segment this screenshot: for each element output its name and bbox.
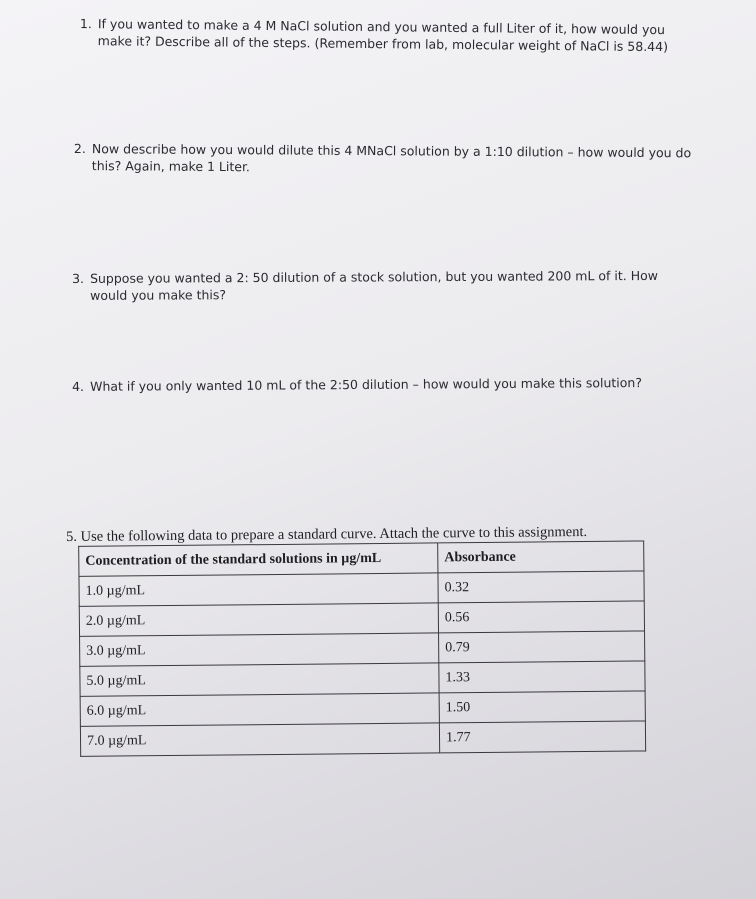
absorbance-cell: 1.33 [439,661,645,693]
question-number: 3. [72,270,85,286]
question-number: 2. [73,140,86,157]
concentration-cell: 5.0 µg/mL [80,663,439,696]
question-5 [66,522,658,757]
question-number: 4. [72,378,85,394]
table-row [80,721,645,756]
concentration-cell: 7.0 µg/mL [80,723,439,756]
absorbance-cell: 0.32 [438,571,644,603]
column-header-concentration: Concentration of the standard solutions in µg/mL [79,543,438,576]
question-text: If you wanted to make a 4 M NaCl solution and you wanted a full Liter of it, how would you make it? Describe all of the steps. (Remember from lab, molecular weight of NaCl is 58.44) [97,16,669,55]
question-1 [80,15,700,55]
absorbance-cell: 1.77 [439,721,645,753]
question-text: Suppose you wanted a 2: 50 dilution of a stock solution, but you wanted 200 mL of it. How would you make this? [90,267,659,303]
absorbance-cell: 1.50 [439,691,645,723]
concentration-cell: 6.0 µg/mL [80,693,439,726]
question-text: What if you only wanted 10 mL of the 2:50 dilution – how would you make this solution? [90,375,643,394]
column-header-absorbance: Absorbance [438,541,644,573]
question-text: Now describe how you would dilute this 4 MNaCl solution by a 1:10 dilution – how would you do this? Again, make 1 Liter. [91,141,692,175]
absorbance-cell: 0.79 [439,631,645,663]
concentration-cell: 3.0 µg/mL [80,633,439,666]
question-number: 1. [79,15,92,32]
standard-curve-table [78,540,646,756]
concentration-cell: 1.0 µg/mL [79,573,438,606]
question-5-heading: 5. Use the following data to prepare a standard curve. Attach the curve to this assignment. [66,523,588,545]
question-4 [72,374,672,395]
question-2 [74,140,694,178]
concentration-cell: 2.0 µg/mL [79,603,438,636]
question-3 [72,267,672,304]
absorbance-cell: 0.56 [438,601,644,633]
